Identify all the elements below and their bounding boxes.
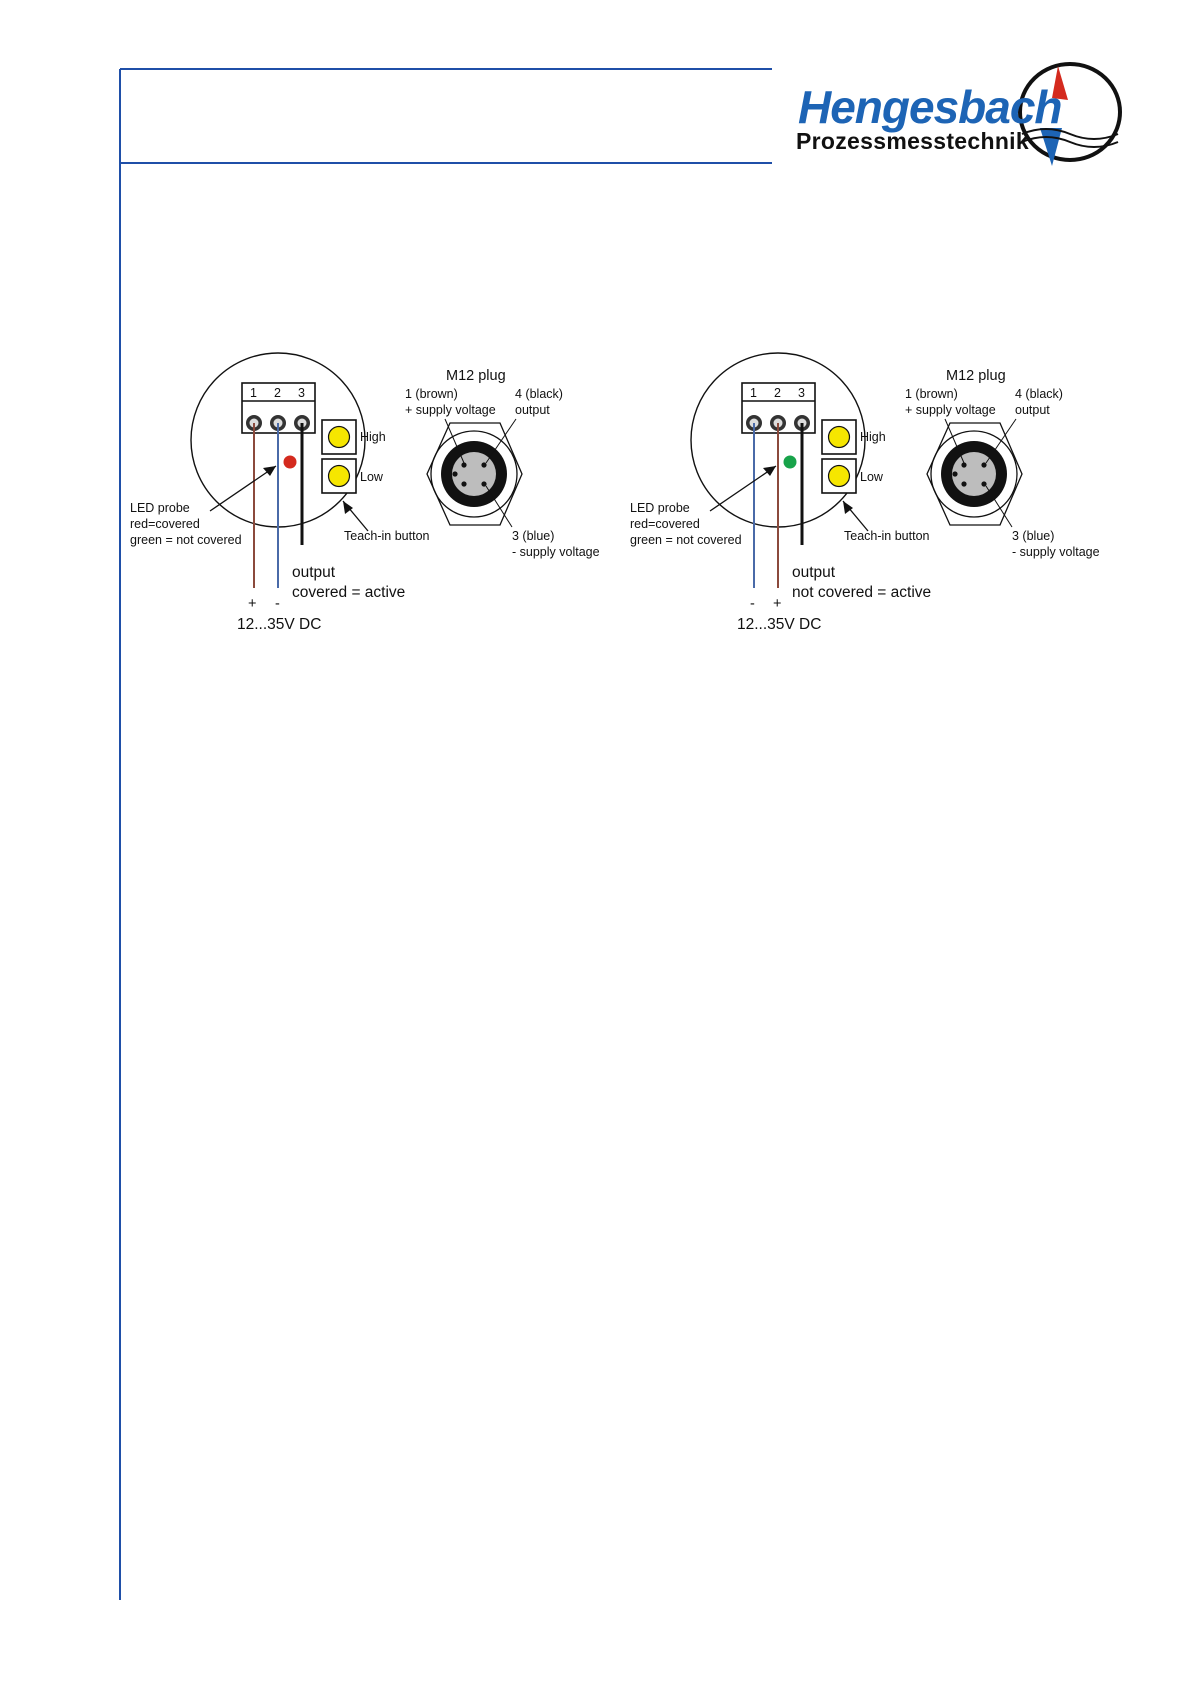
wiring-diagram-not-covered [624, 355, 1100, 645]
teach-in-label: Teach-in button [344, 529, 430, 543]
pin1-label-line-2: + supply voltage [905, 403, 996, 417]
pin4-label-line-2: output [515, 403, 550, 417]
led-label-line-3: green = not covered [630, 533, 742, 547]
supply-voltage-label: 12...35V DC [737, 616, 822, 633]
pin1-label-line-2: + supply voltage [405, 403, 496, 417]
output-label-line-2: covered = active [292, 584, 406, 601]
button-high-icon [329, 427, 350, 448]
supply-sign-right: - [275, 596, 280, 612]
button-low-icon [829, 466, 850, 487]
supply-sign-right: + [773, 596, 782, 612]
pin3-label-line-2: - supply voltage [1012, 545, 1100, 559]
button-high-label: High [360, 430, 386, 444]
logo-title: Hengesbach [798, 81, 1062, 133]
pin1-label-line-1: 1 (brown) [405, 387, 458, 401]
led-red-icon [284, 456, 297, 469]
logo-tagline: Prozessmesstechnik [796, 128, 1029, 154]
output-label-line-1: output [292, 564, 336, 581]
supply-sign-left: - [750, 596, 755, 612]
button-low-label: Low [360, 470, 383, 484]
supply-sign-left: + [248, 596, 257, 612]
pin3-label-line-2: - supply voltage [512, 545, 600, 559]
pin3-label-line-1: 3 (blue) [512, 529, 555, 543]
m12-plug-title: M12 plug [446, 368, 506, 384]
output-label-line-1: output [792, 564, 836, 581]
terminal-number-1: 1 [250, 386, 257, 400]
button-low-icon [329, 466, 350, 487]
terminal-number-2: 2 [274, 386, 281, 400]
led-label-line-2: red=covered [130, 517, 200, 531]
wiring-diagram-covered [124, 355, 600, 645]
led-label-line-1: LED probe [130, 501, 190, 515]
company-logo [790, 58, 1130, 166]
terminal-number-3: 3 [798, 386, 805, 400]
terminal-number-1: 1 [750, 386, 757, 400]
supply-voltage-label: 12...35V DC [237, 616, 322, 633]
teach-in-label: Teach-in button [844, 529, 930, 543]
output-label-line-2: not covered = active [792, 584, 932, 601]
pin4-label-line-1: 4 (black) [1015, 387, 1063, 401]
pin4-label-line-1: 4 (black) [515, 387, 563, 401]
pin1-label-line-1: 1 (brown) [905, 387, 958, 401]
led-green-icon [784, 456, 797, 469]
led-label-line-1: LED probe [630, 501, 690, 515]
terminal-number-2: 2 [774, 386, 781, 400]
led-label-line-2: red=covered [630, 517, 700, 531]
terminal-number-3: 3 [298, 386, 305, 400]
pin3-label-line-1: 3 (blue) [1012, 529, 1055, 543]
button-low-label: Low [860, 470, 883, 484]
m12-plug-title: M12 plug [946, 368, 1006, 384]
button-high-icon [829, 427, 850, 448]
pin4-label-line-2: output [1015, 403, 1050, 417]
led-label-line-3: green = not covered [130, 533, 242, 547]
button-high-label: High [860, 430, 886, 444]
